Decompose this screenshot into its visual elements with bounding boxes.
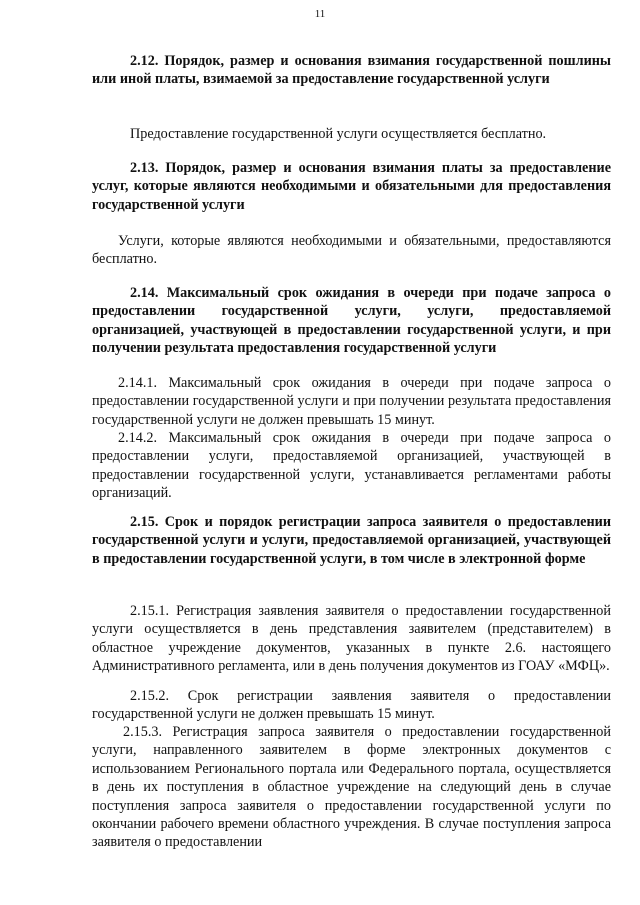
paragraph-2-14-1: 2.14.1. Максимальный срок ожидания в очереди при подаче запроса о предоставлении государственной услуги и при получении результата предоставления государственной услуги не должен превышать 15 минут. bbox=[92, 375, 611, 428]
paragraph-2-15-3: 2.15.3. Регистрация запроса заявителя о предоставлении государственной услуги, направленного заявителем в форме электронных документов с использованием Регионального портала или Федерального портала, осуществляется в день их поступления в областное учреждение на следующий день в случае поступления запроса заявителя о предоставлении государственной услуги по окончании рабочего времени областного учреждения. В случае поступления запроса заявителя о предоставлении bbox=[92, 724, 611, 851]
paragraph-2-15-1: 2.15.1. Регистрация заявления заявителя о предоставлении государственной услуги осуществляется в день представления заявителем (представителем) в областное учреждение документов, указанных в пункте 2.6. настоящего Административного регламента, или в день получения документов из ГОАУ «МФЦ». bbox=[92, 603, 611, 675]
paragraph-2-13: Услуги, которые являются необходимыми и обязательными, предоставляются бесплатно. bbox=[92, 233, 611, 268]
page-number: 11 bbox=[314, 8, 326, 20]
paragraph-2-12: Предоставление государственной услуги осуществляется бесплатно. bbox=[130, 126, 547, 142]
section-heading-2-15: 2.15. Срок и порядок регистрации запроса заявителя о предоставлении государственной услуги и услуги, предоставляемой организацией, участвующей в предоставлении государственной услуги, в том числе в электронной форме bbox=[92, 514, 611, 567]
paragraph-2-14-2: 2.14.2. Максимальный срок ожидания в очереди при подаче запроса о предоставлении услуги, предоставляемой организацией, участвующей в предоставлении государственной услуги, устанавливается регламентами работы организаций. bbox=[92, 430, 611, 502]
section-heading-2-13: 2.13. Порядок, размер и основания взимания платы за предоставление услуг, которые являются необходимыми и обязательными для предоставления государственной услуги bbox=[92, 160, 611, 213]
section-heading-2-12: 2.12. Порядок, размер и основания взимания государственной пошлины или иной платы, взимаемой за предоставление государственной услуги bbox=[92, 53, 611, 88]
paragraph-2-15-2: 2.15.2. Срок регистрации заявления заявителя о предоставлении государственной услуги не должен превышать 15 минут. bbox=[92, 688, 611, 723]
section-heading-2-14: 2.14. Максимальный срок ожидания в очереди при подаче запроса о предоставлении государственной услуги, услуги, предоставляемой организацией, участвующей в предоставлении государственной услуги, и при получении результата предоставления государственной услуги bbox=[92, 285, 611, 357]
